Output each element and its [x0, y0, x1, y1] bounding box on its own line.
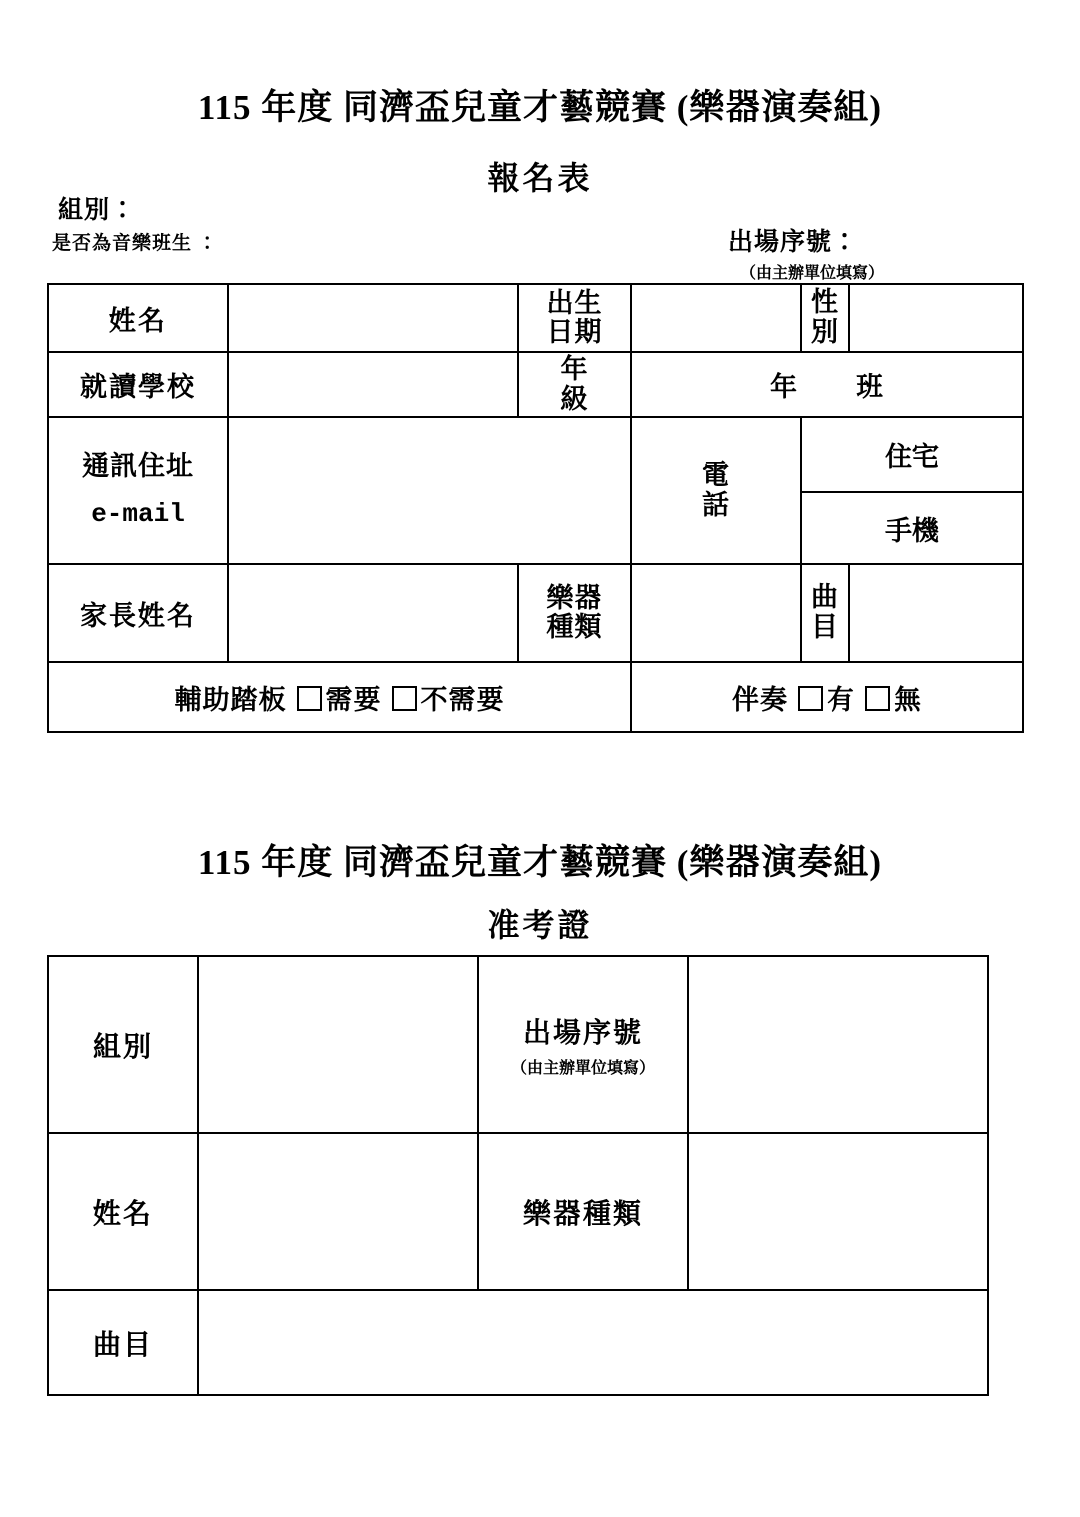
ticket-piece-label: 曲目	[48, 1290, 198, 1395]
registration-table	[47, 283, 1024, 733]
order-number-label: 出場序號：	[728, 229, 859, 256]
name-field[interactable]	[228, 284, 518, 352]
class-unit-label: 班	[856, 372, 884, 402]
ticket-group-label: 組別	[48, 956, 198, 1133]
email-label: e-mail	[91, 499, 185, 530]
order-number-note: （由主辦單位填寫）	[740, 265, 885, 282]
music-class-label: 是否為音樂班生 ：	[52, 233, 218, 254]
accompaniment-no-checkbox[interactable]	[865, 686, 890, 711]
ticket-piece-field[interactable]	[198, 1290, 988, 1395]
ticket-order-label: 出場序號 （由主辦單位填寫）	[478, 956, 688, 1133]
group-label: 組別：	[58, 197, 137, 224]
pedal-need-label: 需要	[325, 684, 382, 715]
address-field[interactable]	[228, 417, 631, 564]
pedal-no-need-label: 不需要	[420, 684, 505, 715]
phone-label: 電 話	[631, 417, 801, 564]
year-unit-label: 年	[770, 372, 798, 402]
school-field[interactable]	[228, 352, 518, 417]
ticket-order-note: （由主辦單位填寫）	[510, 1060, 655, 1077]
ticket-name-field[interactable]	[198, 1133, 478, 1290]
ticket-order-field[interactable]	[688, 956, 988, 1133]
table-row	[48, 352, 1023, 417]
phone-mobile-label[interactable]: 手機	[801, 492, 1023, 564]
piece-label: 曲 目	[801, 564, 849, 662]
pedal-label: 輔助踏板	[174, 684, 287, 715]
registration-form-subtitle: 報名表	[487, 160, 593, 196]
birth-date-field[interactable]	[631, 284, 801, 352]
piece-field[interactable]	[849, 564, 1023, 662]
registration-form-title: 115 年度 同濟盃兒童才藝競賽 (樂器演奏組)	[197, 88, 883, 127]
pedal-need-checkbox[interactable]	[297, 686, 322, 711]
accompaniment-option-group	[631, 662, 1023, 732]
gender-field[interactable]	[849, 284, 1023, 352]
parent-name-label: 家長姓名	[48, 564, 228, 662]
accompaniment-yes-label: 有	[827, 684, 855, 715]
ticket-group-field[interactable]	[198, 956, 478, 1133]
birth-date-label: 出生 日期	[518, 284, 631, 352]
table-row	[48, 1133, 988, 1290]
paper-sheet	[40, 0, 1040, 1517]
table-row	[48, 284, 1023, 352]
grade-class-field[interactable]	[631, 352, 1023, 417]
accompaniment-yes-checkbox[interactable]	[798, 686, 823, 711]
gender-label: 性 別	[801, 284, 849, 352]
instrument-label: 樂器 種類	[518, 564, 631, 662]
ticket-instrument-label: 樂器種類	[478, 1133, 688, 1290]
grade-label: 年 級	[518, 352, 631, 417]
admission-ticket-table	[47, 955, 989, 1396]
phone-home-label[interactable]: 住宅	[801, 417, 1023, 492]
table-row	[48, 1290, 988, 1395]
pedal-option-group	[48, 662, 631, 732]
parent-name-field[interactable]	[228, 564, 518, 662]
accompaniment-label: 伴奏	[732, 684, 788, 715]
table-row	[48, 564, 1023, 662]
address-email-label: 通訊住址 e-mail	[48, 417, 228, 564]
ticket-instrument-field[interactable]	[688, 1133, 988, 1290]
name-label: 姓名	[48, 284, 228, 352]
table-row	[48, 662, 1023, 732]
admission-ticket-title: 115 年度 同濟盃兒童才藝競賽 (樂器演奏組)	[197, 843, 883, 882]
table-row	[48, 956, 988, 1133]
pedal-no-need-checkbox[interactable]	[392, 686, 417, 711]
ticket-name-label: 姓名	[48, 1133, 198, 1290]
instrument-field[interactable]	[631, 564, 801, 662]
admission-ticket-subtitle: 准考證	[487, 907, 593, 943]
accompaniment-no-label: 無	[894, 684, 922, 715]
school-label: 就讀學校	[48, 352, 228, 417]
table-row	[48, 417, 1023, 492]
